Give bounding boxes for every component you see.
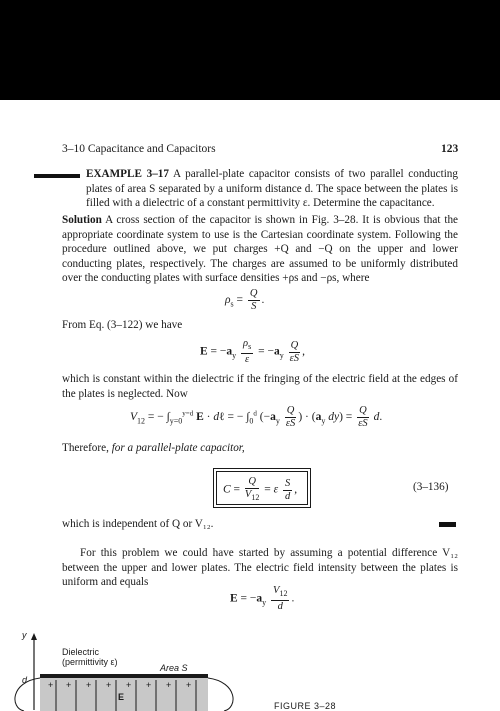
svg-text:+: + — [126, 680, 132, 690]
example-paragraph — [86, 167, 458, 211]
example-label: EXAMPLE 3–17 — [86, 168, 169, 180]
capacitance-box — [213, 468, 311, 508]
equation-capacitance: C = $\frac{Q}{V_{12}}$ = ε $\frac{S}{d}$ , — [223, 476, 298, 503]
top-dark-band — [0, 0, 500, 100]
y-axis-label: y — [22, 630, 27, 640]
svg-text:+: + — [48, 680, 54, 690]
right-fringe-line — [208, 678, 233, 711]
therefore-lead: Therefore, — [62, 442, 109, 454]
field-e-label: E — [118, 692, 125, 702]
independent-text: which is independent of Q or V₁₂. — [62, 518, 214, 530]
book-page — [0, 100, 500, 711]
end-of-example-marker — [439, 522, 456, 527]
equation-v12: $V_{12}$ = − $\int_{y=0}^{y=d}$ E · dℓ = − $\int_0^d$ ($-a_y$ $\frac{Q}{\varepsilon S}$ ) · ($a_y$ dy) = $\frac{Q}{\varepsilon S}$ d. — [130, 405, 383, 429]
svg-text:+: + — [146, 680, 152, 690]
solution-paragraph — [62, 213, 458, 286]
from-eq-text: From Eq. (3–122) we have — [62, 319, 183, 331]
d-label: d — [22, 675, 28, 685]
solution-label: Solution — [62, 214, 102, 226]
left-fringe-line — [15, 678, 40, 711]
equation-number: (3–136) — [413, 481, 449, 493]
problem-paragraph: For this problem we could have started by assuming a potential difference V₁₂ between the upper and lower plates. The electric field intensity between the plates is uniform and equals — [62, 547, 458, 589]
y-axis-arrow — [31, 633, 37, 640]
upper-plate — [40, 674, 208, 678]
svg-text:+: + — [166, 680, 172, 690]
dielectric-label: Dielectric — [62, 647, 100, 657]
svg-text:+: + — [186, 680, 192, 690]
svg-text:+: + — [86, 680, 92, 690]
equation-rho: $\rho_s$ = $\frac{Q}{S}$ . — [225, 288, 265, 312]
equation-e-field: $E = -a_y$ $\frac{\rho_s}{\varepsilon}$ = $-a_y$ $\frac{Q}{\varepsilon S}$ , — [200, 338, 306, 366]
example-marker-bar — [34, 174, 80, 178]
therefore-text — [62, 441, 245, 456]
capacitor-figure — [0, 630, 500, 711]
solution-text: A cross section of the capacitor is shown in Fig. 3–28. It is obvious that the appropriate coordinate system to use is the Cartesian coordinate system. Following the procedure outlined above, we put charges +Q and −Q on the upper and lower conducting plates, respectively. The charges are assumed to be uniformly distributed over the conducting plates with surface densities +ρs and −ρs, where — [62, 214, 458, 285]
permittivity-label: (permittivity ε) — [62, 657, 118, 667]
example-text: A parallel-plate capacitor consists of two parallel conducting plates of area S separated by a uniform distance d. The space between the plates is filled with a dielectric of a constant permittivity ε. Determine the capacitance. — [86, 168, 458, 210]
constant-paragraph: which is constant within the dielectric if the fringing of the electric field at the edges of the plates is neglected. Now — [62, 373, 458, 400]
figure-caption: FIGURE 3–28 — [274, 701, 337, 711]
page-number: 123 — [441, 143, 459, 155]
running-header: 3–10 Capacitance and Capacitors — [62, 143, 216, 155]
svg-text:+: + — [106, 680, 112, 690]
area-label: Area S — [160, 663, 188, 673]
therefore-italic: for a parallel-plate capacitor, — [111, 442, 245, 454]
equation-e-uniform: $E = -a_y$ $\frac{V_{12}}{d}$ . — [230, 585, 295, 613]
svg-text:+: + — [66, 680, 72, 690]
